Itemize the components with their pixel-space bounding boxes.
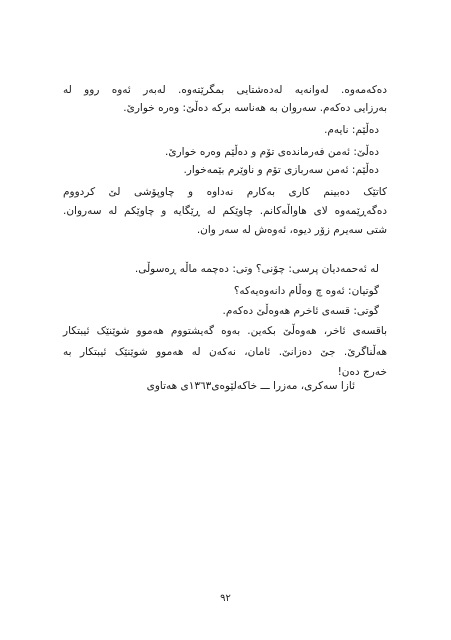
dialogue-line-2: دەڵێ: ئەمن فەرماندەی تۆم و دەڵێم وەرە خوارێ. [165, 146, 379, 158]
paragraph2-line-1: کاتێک دەبینم کاری بەکارم نەداوە و چاوپۆشی لێ کردووم [63, 186, 387, 198]
dialogue-line-1: دەڵێم: نایەم. [324, 124, 379, 136]
paragraph3-line-6: خەرج دەن! [337, 366, 387, 378]
paragraph1-line-2: بەرزایی دەکەم. سەروان بە هەناسە برکە دەڵێ: وەرە خوارێ. [123, 102, 387, 114]
paragraph3-line-3: گوتی: قسەی ئاخرم هەوەڵێ دەکەم. [222, 305, 379, 317]
paragraph2-line-3: شتی سەیرم زۆر دیوە، ئەوەش لە سەر وان. [196, 224, 387, 236]
paragraph2-line-2: دەگەڕێمەوە لای هاواڵەکانم. چاوێکم لە ڕێگایە و چاوێکم لە سەروان. [63, 205, 387, 217]
paragraph3-line-2: گوتیان: ئەوە چ وەڵام دانەوەیەکە؟ [233, 285, 379, 297]
signature-line: ئازا سەکری، مەزرا ـــ خاکەلێوەی١٣٦٣ی هەتاوی [146, 380, 355, 392]
dialogue-line-3: دەڵێم: ئەمن سەربازی تۆم و ناوێرم بێمەخوار. [183, 164, 379, 176]
paragraph3-line-4: باقسەی ئاخر، هەوەڵێ بکەین. بەوە گەیشتووم هەموو شوێنێک ئیبتکار [63, 325, 387, 337]
page-number: ٩٢ [220, 593, 231, 604]
paragraph3-line-5: هەڵناگرێ. جێ دەزانێ. ئامان، نەکەن لە هەموو شوێنێک ئیبتکار بە [63, 346, 387, 358]
paragraph1-line-1: دەکەمەوە. لەوانەیە لەدەشتایی بمگرێتەوە. لەبەر ئەوە روو لە [63, 84, 387, 96]
paragraph3-line-1: لە ئەحمەدیان پرسی: چۆنی؟ وتی: دەچمە ماڵە ڕەسوڵی. [134, 263, 379, 275]
